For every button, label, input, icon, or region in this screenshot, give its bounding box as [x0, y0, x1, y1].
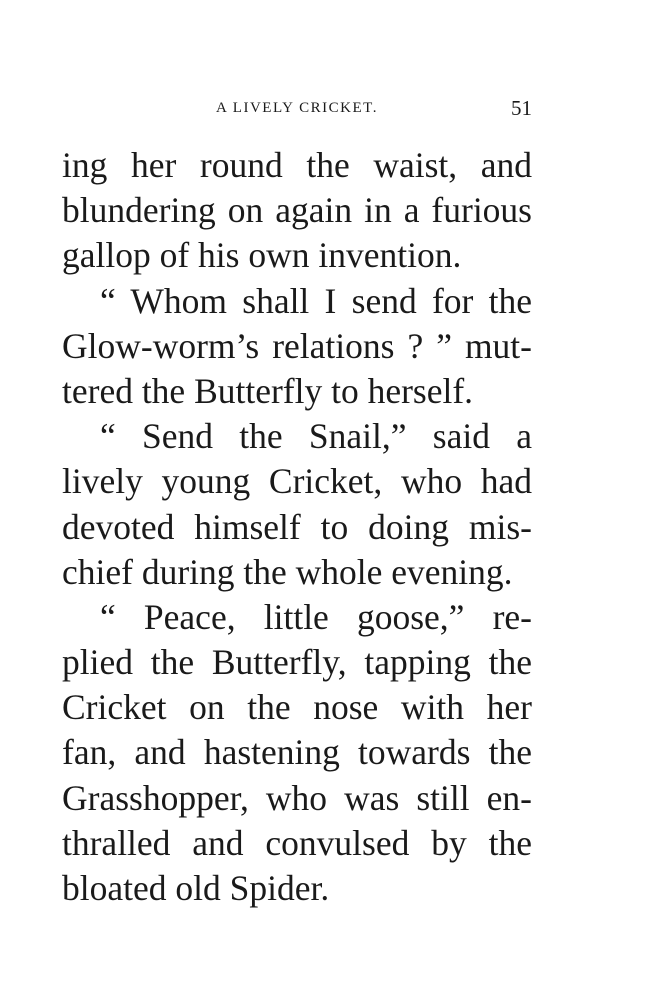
text-line: ing her round the waist, and: [62, 145, 532, 185]
text-line: gallop of his own invention.: [62, 235, 462, 276]
page-header: [62, 96, 532, 126]
text-line: plied the Butterfly, tapping the: [62, 642, 532, 683]
text-line: Glow-worm’s relations ? ” mut-: [62, 325, 532, 366]
text-line: chief during the whole evening.: [62, 551, 513, 592]
page-number: 51: [511, 96, 532, 120]
text-line: lively young Cricket, who had: [62, 461, 532, 502]
running-title: A LIVELY CRICKET.: [216, 100, 378, 116]
text-line: fan, and hastening towards the: [62, 732, 532, 773]
text-line: tered the Butterfly to herself.: [62, 370, 474, 411]
text-line: Grasshopper, who was still en-: [62, 777, 532, 818]
text-line: bloated old Spider.: [62, 868, 330, 908]
text-line: “ Whom shall I send for the: [100, 280, 532, 321]
text-line: “ Send the Snail,” said a: [100, 416, 532, 457]
body-text: [62, 143, 532, 911]
text-line: blundering on again in a furious: [62, 190, 532, 231]
text-line: Cricket on the nose with her: [62, 687, 532, 728]
text-line: thralled and convulsed by the: [62, 822, 532, 863]
text-line: devoted himself to doing mis-: [62, 506, 532, 547]
text-line: “ Peace, little goose,” re-: [100, 596, 532, 637]
